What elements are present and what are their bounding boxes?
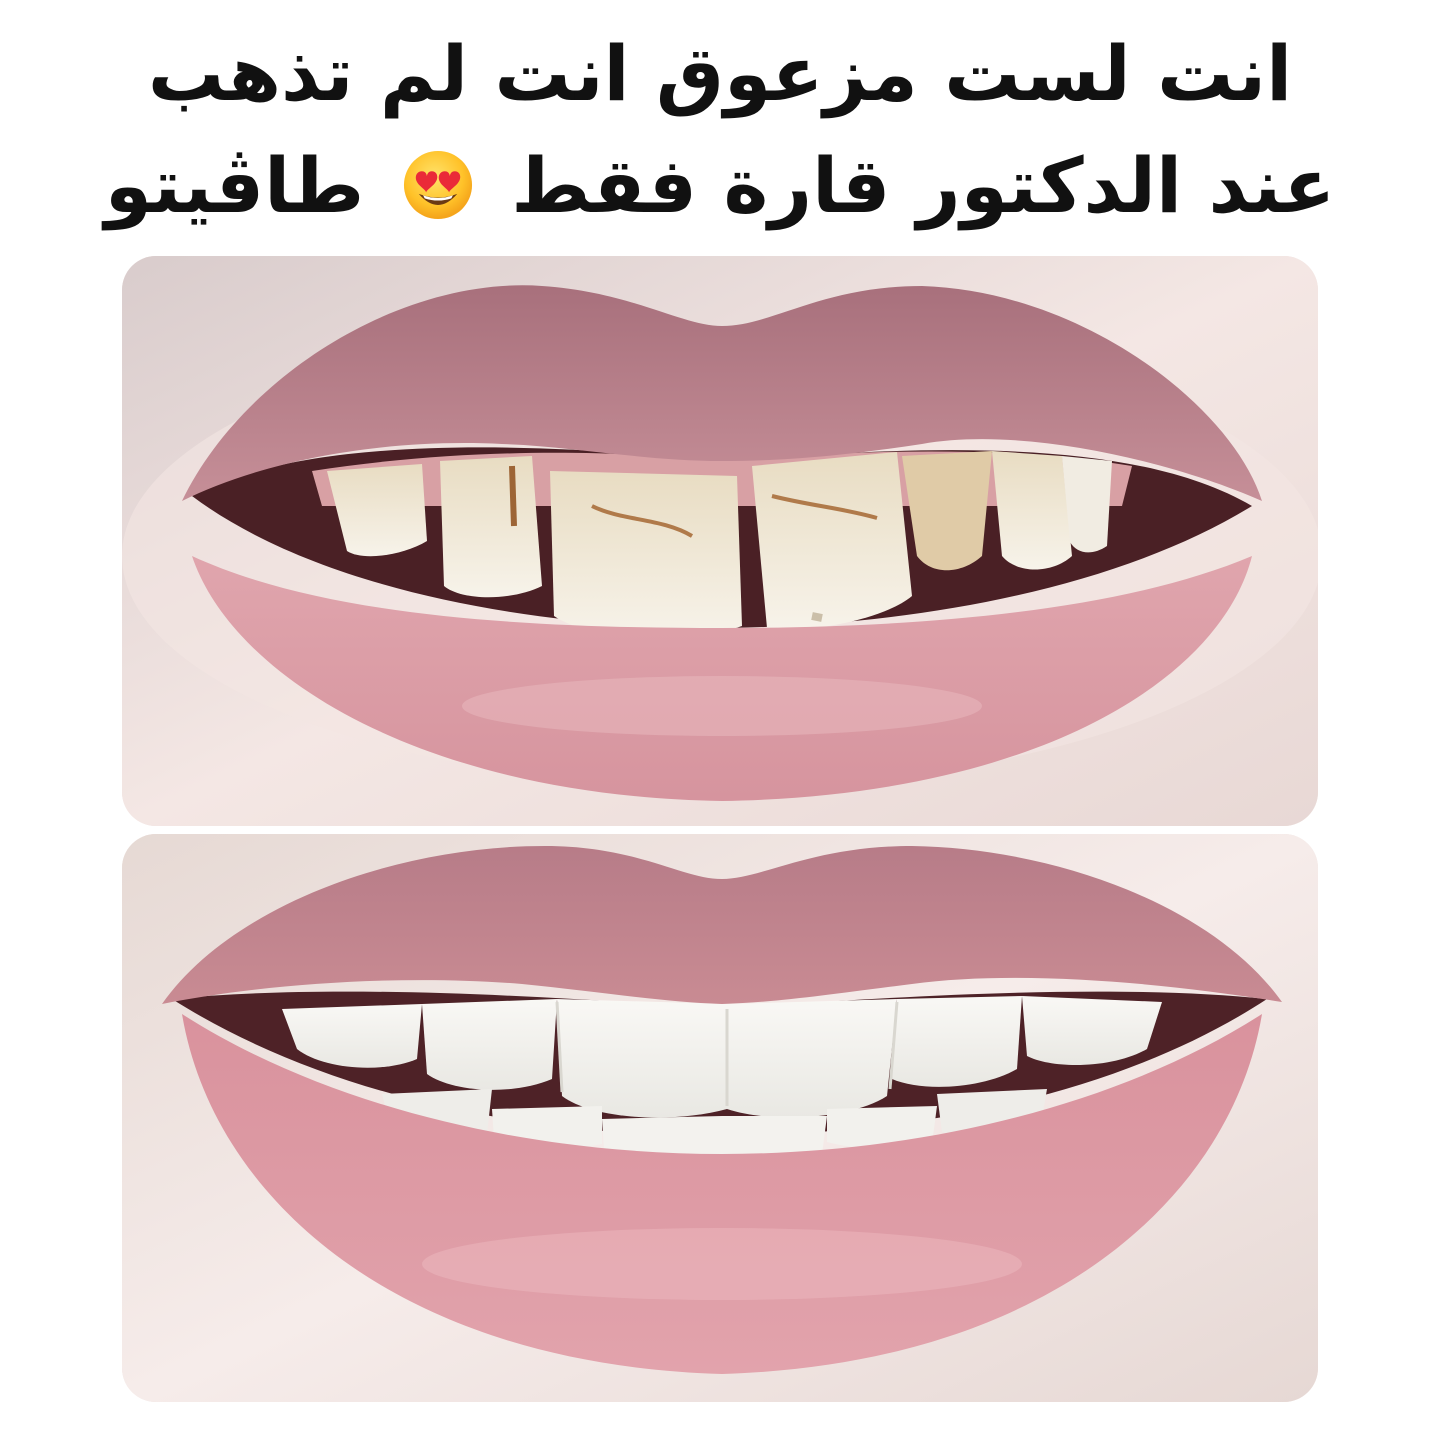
caption-line-2 xyxy=(60,130,1380,242)
after-photo xyxy=(122,834,1318,1402)
caption-line-1: انت لست مزعوق انت لم تذهب xyxy=(147,29,1293,118)
before-photo xyxy=(122,256,1318,826)
caption-line-2-text-a: عند الدكتور قارة فقط xyxy=(511,141,1336,230)
caption xyxy=(60,18,1380,253)
heart-eyes-emoji-icon xyxy=(401,140,475,214)
caption-line-2-text-b: طاڤيتو xyxy=(104,141,365,230)
